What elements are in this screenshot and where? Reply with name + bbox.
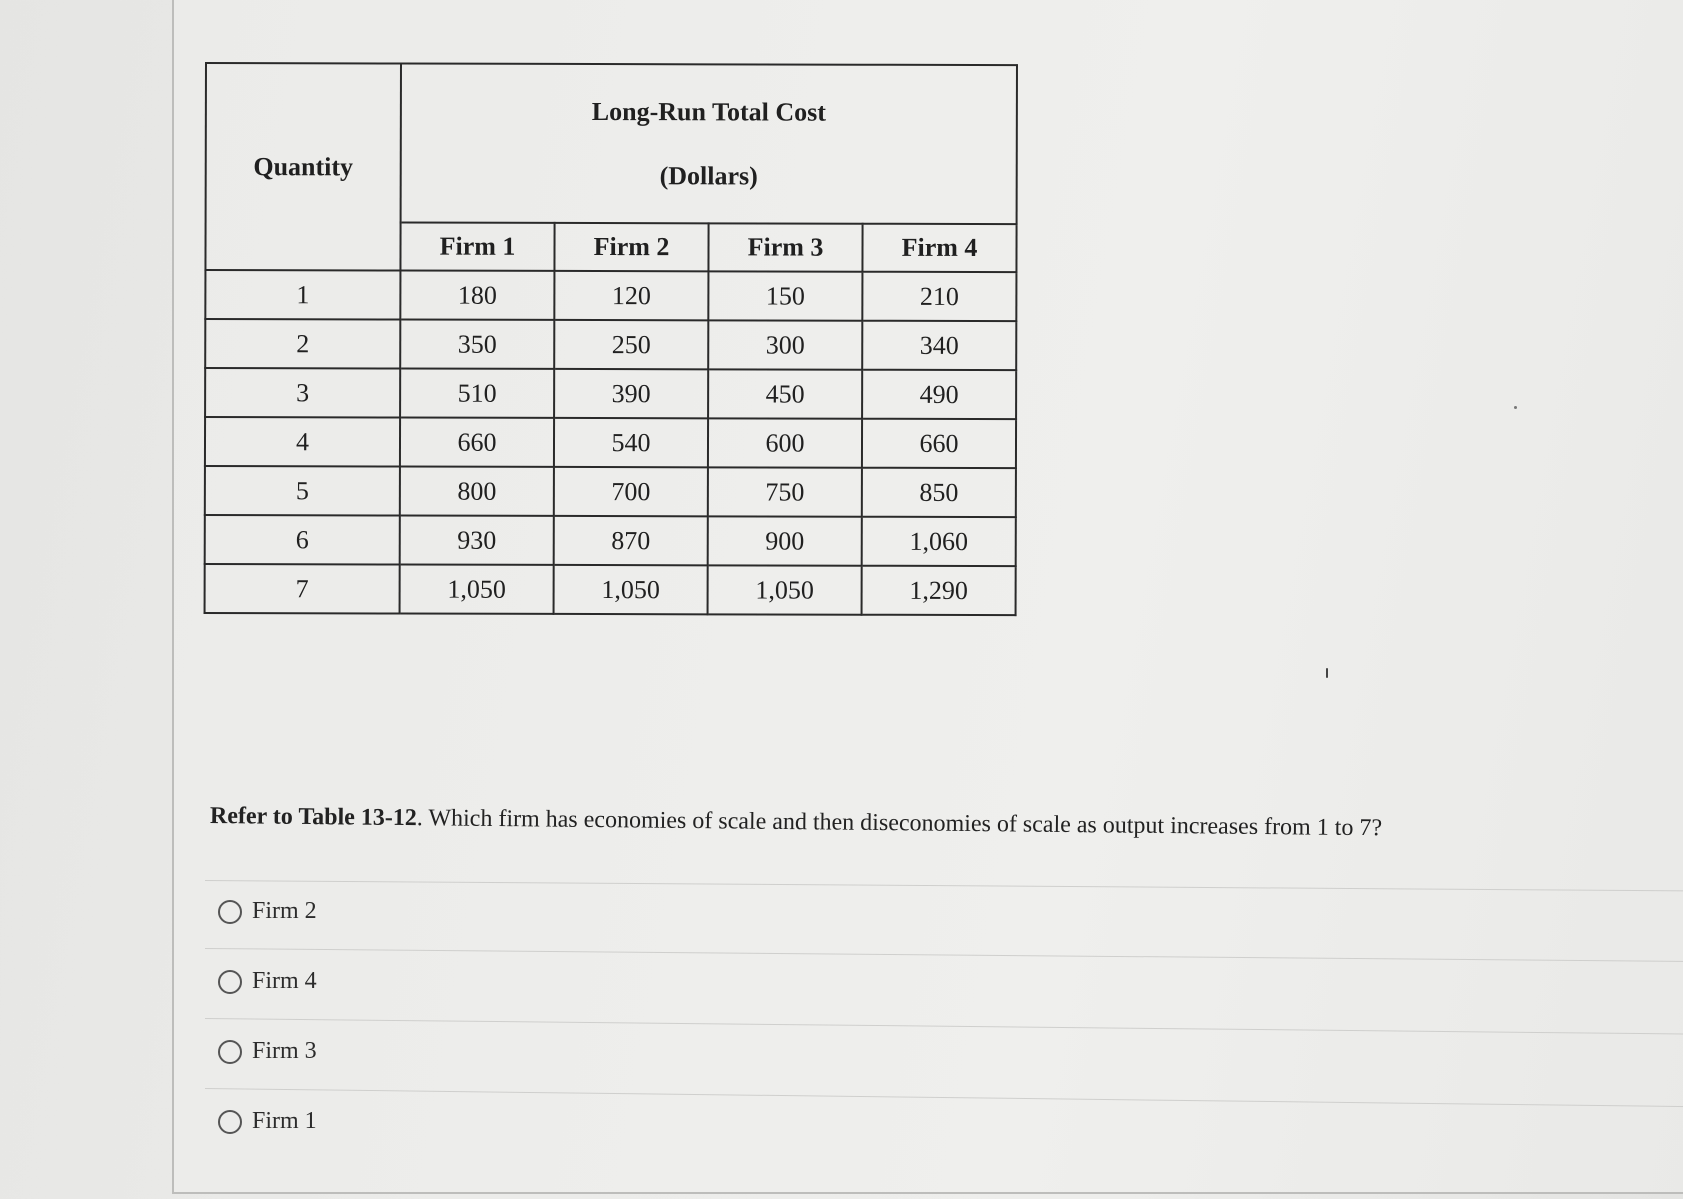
option-firm-4[interactable] <box>218 968 317 995</box>
option-firm-1[interactable] <box>218 1108 317 1135</box>
cost-cell: 1,050 <box>554 565 708 614</box>
cost-cell: 390 <box>554 369 708 418</box>
quantity-cell: 5 <box>205 466 400 516</box>
cost-cell: 340 <box>862 321 1016 370</box>
cost-cell: 1,050 <box>400 565 554 614</box>
cost-cell: 510 <box>400 369 554 418</box>
cost-cell: 210 <box>862 272 1016 321</box>
option-label: Firm 3 <box>252 1038 317 1064</box>
option-firm-2[interactable] <box>218 898 317 925</box>
cost-cell: 350 <box>400 320 554 369</box>
firm-2-header: Firm 2 <box>554 223 708 271</box>
radio-button-icon[interactable] <box>218 900 242 924</box>
table-row <box>205 564 1016 615</box>
cost-cell: 450 <box>708 369 862 418</box>
quantity-cell: 4 <box>205 417 400 467</box>
cost-cell: 150 <box>708 271 862 320</box>
table-row <box>205 417 1016 468</box>
quantity-cell: 3 <box>205 368 400 418</box>
cost-table <box>204 62 1018 616</box>
cost-cell: 300 <box>708 320 862 369</box>
cost-cell: 660 <box>400 418 554 467</box>
firm-1-header: Firm 1 <box>400 223 554 271</box>
dust-speck <box>1326 668 1328 678</box>
dust-speck <box>1514 406 1517 409</box>
table-reference: Refer to Table 13-12 <box>209 803 418 832</box>
table-header-row <box>206 63 1017 224</box>
cost-cell: 250 <box>554 320 708 369</box>
option-firm-3[interactable] <box>218 1038 317 1065</box>
firm-4-header: Firm 4 <box>862 224 1016 272</box>
cost-cell: 180 <box>400 271 554 320</box>
cost-cell: 660 <box>862 419 1016 468</box>
cost-cell: 900 <box>708 516 862 565</box>
question-body: . Which firm has economies of scale and then diseconomies of scale as output increases from 1 to 7? <box>416 805 1383 842</box>
option-label: Firm 2 <box>252 898 317 924</box>
radio-button-icon[interactable] <box>218 1110 242 1134</box>
quantity-cell: 6 <box>205 515 400 565</box>
cost-cell: 750 <box>708 467 862 516</box>
table-row <box>205 515 1016 566</box>
table-row <box>205 270 1016 321</box>
radio-button-icon[interactable] <box>218 1040 242 1064</box>
cost-cell: 1,290 <box>862 566 1016 615</box>
cost-cell: 870 <box>554 516 708 565</box>
cost-cell: 1,060 <box>862 517 1016 566</box>
cost-cell: 700 <box>554 467 708 516</box>
firm-3-header: Firm 3 <box>708 223 862 271</box>
option-label: Firm 4 <box>252 968 317 994</box>
cost-cell: 540 <box>554 418 708 467</box>
cost-cell: 1,050 <box>708 565 862 614</box>
cost-cell: 490 <box>862 370 1016 419</box>
table-row <box>205 368 1016 419</box>
lrtc-units: (Dollars) <box>659 160 758 190</box>
cost-cell: 120 <box>554 271 708 320</box>
option-label: Firm 1 <box>252 1108 317 1134</box>
long-run-total-cost-header <box>401 64 1017 225</box>
cost-cell: 930 <box>400 516 554 565</box>
cost-cell: 600 <box>708 418 862 467</box>
lrtc-title: Long-Run Total Cost <box>591 96 826 127</box>
quantity-header: Quantity <box>205 63 401 271</box>
quantity-cell: 2 <box>205 319 400 369</box>
cost-cell: 850 <box>862 468 1016 517</box>
table-row <box>205 466 1016 517</box>
quantity-cell: 1 <box>205 270 400 320</box>
radio-button-icon[interactable] <box>218 970 242 994</box>
quantity-cell: 7 <box>205 564 400 614</box>
table-row <box>205 319 1016 370</box>
cost-cell: 800 <box>400 467 554 516</box>
